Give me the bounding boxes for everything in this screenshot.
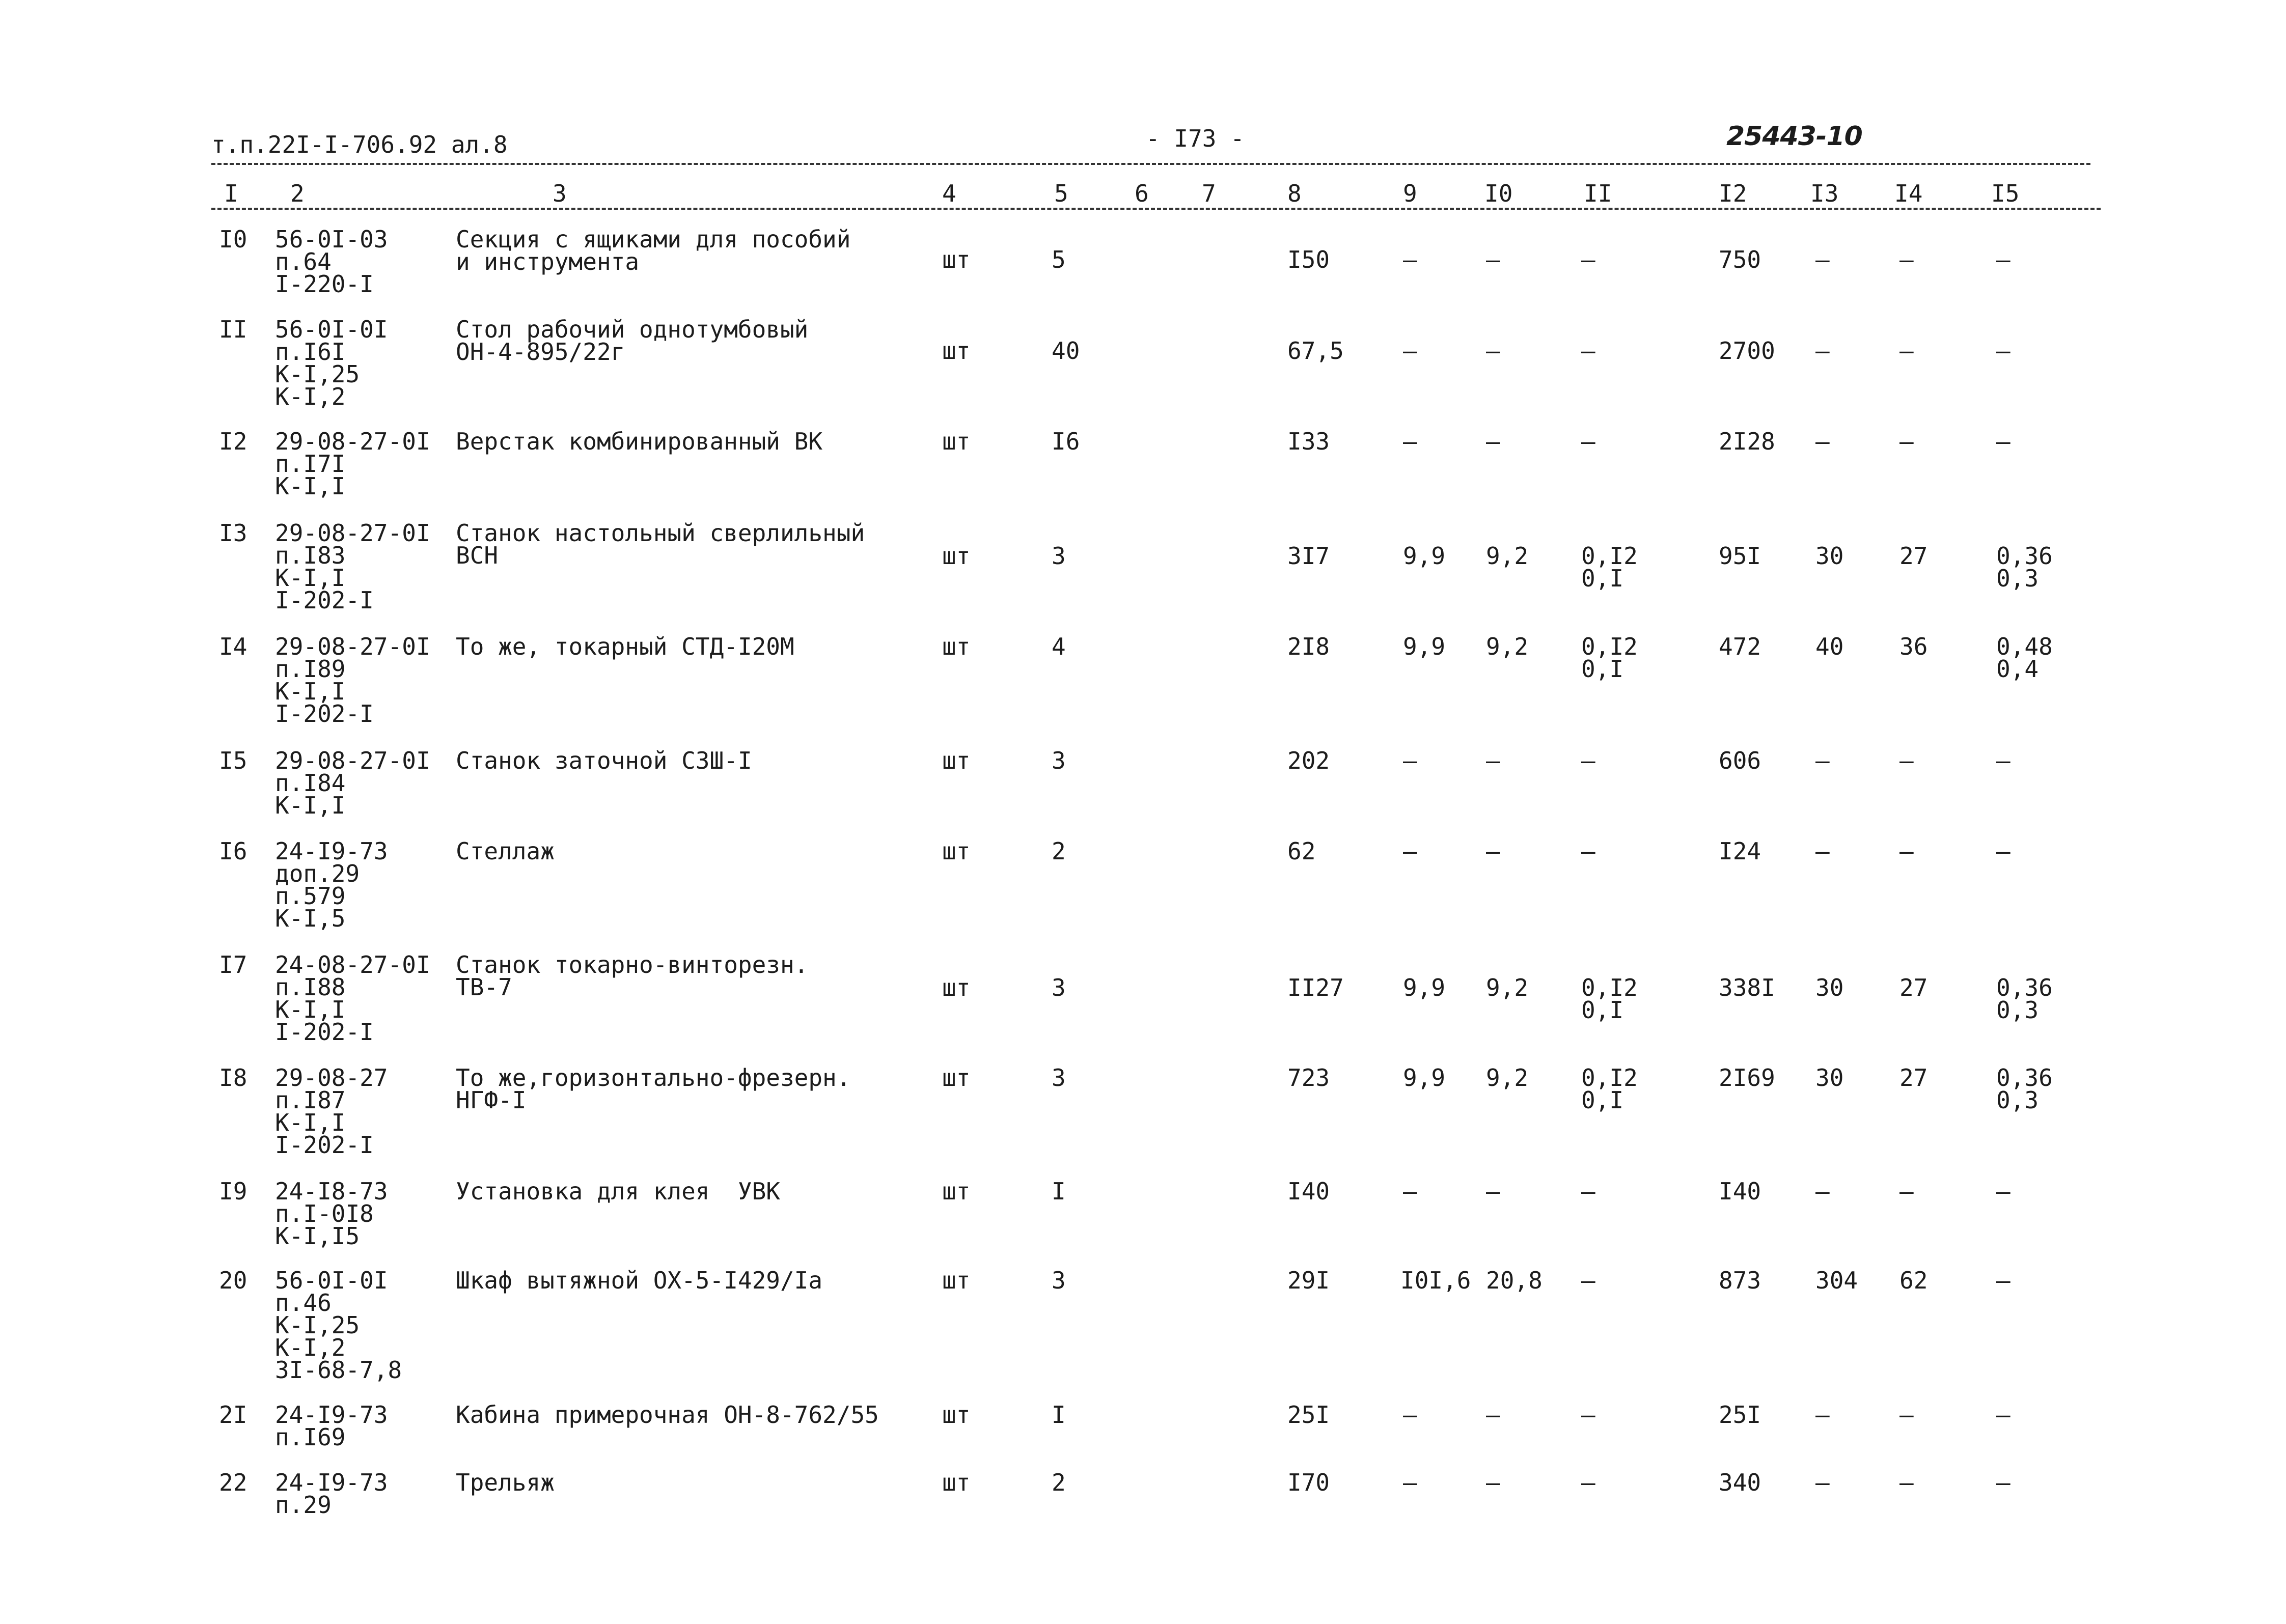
catalog-code: 56-0I-0I п.I6I К-I,25 К-I,2	[275, 316, 388, 410]
equipment-name: Трельяж	[456, 1469, 555, 1496]
handwritten-document-code: 25443-10	[1726, 121, 1862, 152]
col-9-value: –	[1403, 1401, 1417, 1429]
quantity: I	[1052, 1401, 1066, 1429]
col-13-value: –	[1815, 1178, 1830, 1205]
catalog-code: 29-08-27-0I п.I89 К-I,I I-202-I	[275, 633, 430, 727]
unit: шт	[942, 1469, 971, 1496]
col-12-value: 2I28	[1719, 428, 1775, 455]
col-12-value: 340	[1719, 1469, 1761, 1496]
col-12-value: 2700	[1719, 337, 1775, 365]
row-number: 22	[219, 1469, 247, 1496]
unit: шт	[942, 837, 971, 865]
catalog-code: 29-08-27-0I п.I7I К-I,I	[275, 428, 430, 500]
col-8-value: I70	[1287, 1469, 1330, 1496]
col-13-value: –	[1815, 1469, 1830, 1496]
col-10-value: 9,2	[1486, 633, 1529, 660]
col-14-value: –	[1899, 1469, 1914, 1496]
col-num-3: 3	[553, 180, 567, 207]
col-num-1: I	[224, 180, 238, 207]
equipment-name: Установка для клея УВК	[456, 1178, 780, 1205]
col-10-value: 9,2	[1486, 542, 1529, 570]
col-12-value: I40	[1719, 1178, 1761, 1205]
unit: шт	[942, 337, 971, 365]
unit: шт	[942, 1267, 971, 1294]
col-num-8: 8	[1287, 180, 1302, 207]
quantity: 2	[1052, 1469, 1066, 1496]
col-10-value: –	[1486, 747, 1500, 774]
catalog-code: 24-08-27-0I п.I88 К-I,I I-202-I	[275, 951, 430, 1046]
col-num-4: 4	[942, 180, 956, 207]
catalog-code: 24-I9-73 доп.29 п.579 К-I,5	[275, 837, 388, 932]
col-12-value: 606	[1719, 747, 1761, 774]
equipment-name: То же,горизонтально-фрезерн. НГФ-I	[456, 1064, 851, 1114]
col-15-value: –	[1996, 246, 2010, 273]
col-14-value: 27	[1899, 542, 1928, 570]
row-number: I7	[219, 951, 247, 978]
catalog-code: 29-08-27 п.I87 К-I,I I-202-I	[275, 1064, 388, 1159]
equipment-name: Секция с ящиками для пособий и инструмента	[456, 226, 851, 275]
row-number: 2I	[219, 1401, 247, 1429]
page-number: - I73 -	[1146, 125, 1245, 152]
row-number: I6	[219, 837, 247, 865]
col-9-value: –	[1403, 428, 1417, 455]
col-10-value: –	[1486, 246, 1500, 273]
catalog-code: 29-08-27-0I п.I84 К-I,I	[275, 747, 430, 819]
col-8-value: 723	[1287, 1064, 1330, 1091]
col-9-value: –	[1403, 246, 1417, 273]
row-number: I9	[219, 1178, 247, 1205]
quantity: 2	[1052, 837, 1066, 865]
col-9-value: 9,9	[1403, 974, 1446, 1001]
col-15-value: –	[1996, 1267, 2010, 1294]
unit: шт	[942, 1064, 971, 1091]
unit: шт	[942, 633, 971, 660]
col-9-value: –	[1403, 837, 1417, 865]
col-8-value: 62	[1287, 837, 1316, 865]
unit: шт	[942, 246, 971, 273]
quantity: 3	[1052, 974, 1066, 1001]
col-11-value: 0,I2 0,I	[1581, 1064, 1638, 1114]
col-num-6: 6	[1135, 180, 1149, 207]
col-15-value: 0,36 0,3	[1996, 1064, 2053, 1114]
col-num-10: I0	[1484, 180, 1513, 207]
col-11-value: –	[1581, 1469, 1595, 1496]
col-10-value: 9,2	[1486, 974, 1529, 1001]
unit: шт	[942, 747, 971, 774]
col-14-value: –	[1899, 428, 1914, 455]
col-12-value: 25I	[1719, 1401, 1761, 1429]
quantity: 40	[1052, 337, 1080, 365]
column-header-dashed-rule	[211, 208, 2101, 210]
col-14-value: 27	[1899, 1064, 1928, 1091]
col-10-value: 9,2	[1486, 1064, 1529, 1091]
col-13-value: 30	[1815, 542, 1844, 570]
col-14-value: –	[1899, 837, 1914, 865]
col-12-value: 750	[1719, 246, 1761, 273]
col-12-value: I24	[1719, 837, 1761, 865]
catalog-code: 56-0I-0I п.46 К-I,25 К-I,2 3I-68-7,8	[275, 1267, 402, 1384]
quantity: 3	[1052, 1064, 1066, 1091]
col-9-value: –	[1403, 1469, 1417, 1496]
col-num-14: I4	[1894, 180, 1923, 207]
row-number: II	[219, 316, 247, 343]
catalog-code: 24-I9-73 п.I69	[275, 1401, 388, 1451]
col-9-value: –	[1403, 747, 1417, 774]
unit: шт	[942, 1178, 971, 1205]
equipment-name: Верстак комбинированный ВК	[456, 428, 823, 455]
col-num-2: 2	[290, 180, 305, 207]
col-8-value: 25I	[1287, 1401, 1330, 1429]
col-14-value: 27	[1899, 974, 1928, 1001]
col-11-value: 0,I2 0,I	[1581, 633, 1638, 683]
col-13-value: –	[1815, 747, 1830, 774]
quantity: I6	[1052, 428, 1080, 455]
quantity: 5	[1052, 246, 1066, 273]
header-dashed-rule	[211, 163, 2090, 165]
equipment-name: Стол рабочий однотумбовый ОН-4-895/22г	[456, 316, 809, 366]
col-9-value: 9,9	[1403, 1064, 1446, 1091]
col-15-value: –	[1996, 837, 2010, 865]
col-14-value: –	[1899, 337, 1914, 365]
col-13-value: 30	[1815, 974, 1844, 1001]
col-14-value: –	[1899, 1401, 1914, 1429]
col-num-12: I2	[1719, 180, 1747, 207]
col-num-11: II	[1584, 180, 1612, 207]
equipment-name: То же, токарный СТД-I20М	[456, 633, 794, 660]
col-num-5: 5	[1054, 180, 1068, 207]
equipment-name: Станок настольный сверлильный ВСН	[456, 519, 865, 569]
unit: шт	[942, 1401, 971, 1429]
col-13-value: –	[1815, 1401, 1830, 1429]
quantity: 4	[1052, 633, 1066, 660]
row-number: I3	[219, 519, 247, 547]
col-8-value: 29I	[1287, 1267, 1330, 1294]
col-8-value: I33	[1287, 428, 1330, 455]
col-15-value: –	[1996, 747, 2010, 774]
col-14-value: –	[1899, 747, 1914, 774]
col-num-7: 7	[1202, 180, 1216, 207]
col-11-value: –	[1581, 1267, 1595, 1294]
col-8-value: II27	[1287, 974, 1344, 1001]
col-8-value: 2I8	[1287, 633, 1330, 660]
col-12-value: 338I	[1719, 974, 1775, 1001]
col-10-value: –	[1486, 1401, 1500, 1429]
equipment-name: Кабина примерочная ОН-8-762/55	[456, 1401, 879, 1429]
col-11-value: –	[1581, 1401, 1595, 1429]
col-11-value: –	[1581, 246, 1595, 273]
col-13-value: 30	[1815, 1064, 1844, 1091]
col-15-value: –	[1996, 1178, 2010, 1205]
col-11-value: –	[1581, 747, 1595, 774]
col-15-value: –	[1996, 1469, 2010, 1496]
col-15-value: 0,36 0,3	[1996, 542, 2053, 592]
equipment-name: Стеллаж	[456, 837, 555, 865]
col-8-value: 202	[1287, 747, 1330, 774]
col-10-value: –	[1486, 1469, 1500, 1496]
unit: шт	[942, 974, 971, 1001]
col-num-13: I3	[1810, 180, 1839, 207]
col-8-value: 3I7	[1287, 542, 1330, 570]
row-number: I5	[219, 747, 247, 774]
col-12-value: 2I69	[1719, 1064, 1775, 1091]
row-number: I2	[219, 428, 247, 455]
row-number: I4	[219, 633, 247, 660]
col-10-value: –	[1486, 428, 1500, 455]
equipment-name: Шкаф вытяжной ОХ-5-I429/Iа	[456, 1267, 823, 1294]
col-13-value: –	[1815, 246, 1830, 273]
col-9-value: 9,9	[1403, 633, 1446, 660]
col-10-value: 20,8	[1486, 1267, 1543, 1294]
equipment-name: Станок заточной СЗШ-I	[456, 747, 752, 774]
row-number: 20	[219, 1267, 247, 1294]
row-number: I0	[219, 226, 247, 253]
col-15-value: 0,36 0,3	[1996, 974, 2053, 1024]
col-13-value: 304	[1815, 1267, 1858, 1294]
col-11-value: –	[1581, 428, 1595, 455]
col-11-value: 0,I2 0,I	[1581, 542, 1638, 592]
col-10-value: –	[1486, 837, 1500, 865]
col-10-value: –	[1486, 337, 1500, 365]
col-9-value: –	[1403, 1178, 1417, 1205]
equipment-name: Станок токарно-винторезн. ТВ-7	[456, 951, 809, 1001]
col-9-value: –	[1403, 337, 1417, 365]
col-12-value: 472	[1719, 633, 1761, 660]
quantity: 3	[1052, 542, 1066, 570]
col-13-value: –	[1815, 428, 1830, 455]
col-14-value: –	[1899, 1178, 1914, 1205]
col-8-value: I40	[1287, 1178, 1330, 1205]
col-11-value: –	[1581, 1178, 1595, 1205]
col-15-value: –	[1996, 428, 2010, 455]
col-num-9: 9	[1403, 180, 1417, 207]
col-13-value: –	[1815, 837, 1830, 865]
col-15-value: –	[1996, 337, 2010, 365]
col-11-value: –	[1581, 837, 1595, 865]
quantity: 3	[1052, 1267, 1066, 1294]
col-14-value: 36	[1899, 633, 1928, 660]
col-13-value: –	[1815, 337, 1830, 365]
catalog-code: 24-I8-73 п.I-0I8 К-I,I5	[275, 1178, 388, 1250]
col-14-value: 62	[1899, 1267, 1928, 1294]
col-12-value: 95I	[1719, 542, 1761, 570]
col-num-15: I5	[1991, 180, 2020, 207]
unit: шт	[942, 542, 971, 570]
col-15-value: –	[1996, 1401, 2010, 1429]
quantity: 3	[1052, 747, 1066, 774]
col-9-value: I0I,6	[1400, 1267, 1471, 1294]
row-number: I8	[219, 1064, 247, 1091]
col-11-value: 0,I2 0,I	[1581, 974, 1638, 1024]
col-13-value: 40	[1815, 633, 1844, 660]
col-11-value: –	[1581, 337, 1595, 365]
col-9-value: 9,9	[1403, 542, 1446, 570]
catalog-code: 24-I9-73 п.29	[275, 1469, 388, 1519]
col-15-value: 0,48 0,4	[1996, 633, 2053, 683]
col-10-value: –	[1486, 1178, 1500, 1205]
catalog-code: 29-08-27-0I п.I83 К-I,I I-202-I	[275, 519, 430, 614]
quantity: I	[1052, 1178, 1066, 1205]
col-8-value: I50	[1287, 246, 1330, 273]
document-reference: т.п.22I-I-706.92 ал.8	[211, 131, 508, 158]
col-12-value: 873	[1719, 1267, 1761, 1294]
col-14-value: –	[1899, 246, 1914, 273]
catalog-code: 56-0I-03 п.64 I-220-I	[275, 226, 388, 298]
col-8-value: 67,5	[1287, 337, 1344, 365]
unit: шт	[942, 428, 971, 455]
